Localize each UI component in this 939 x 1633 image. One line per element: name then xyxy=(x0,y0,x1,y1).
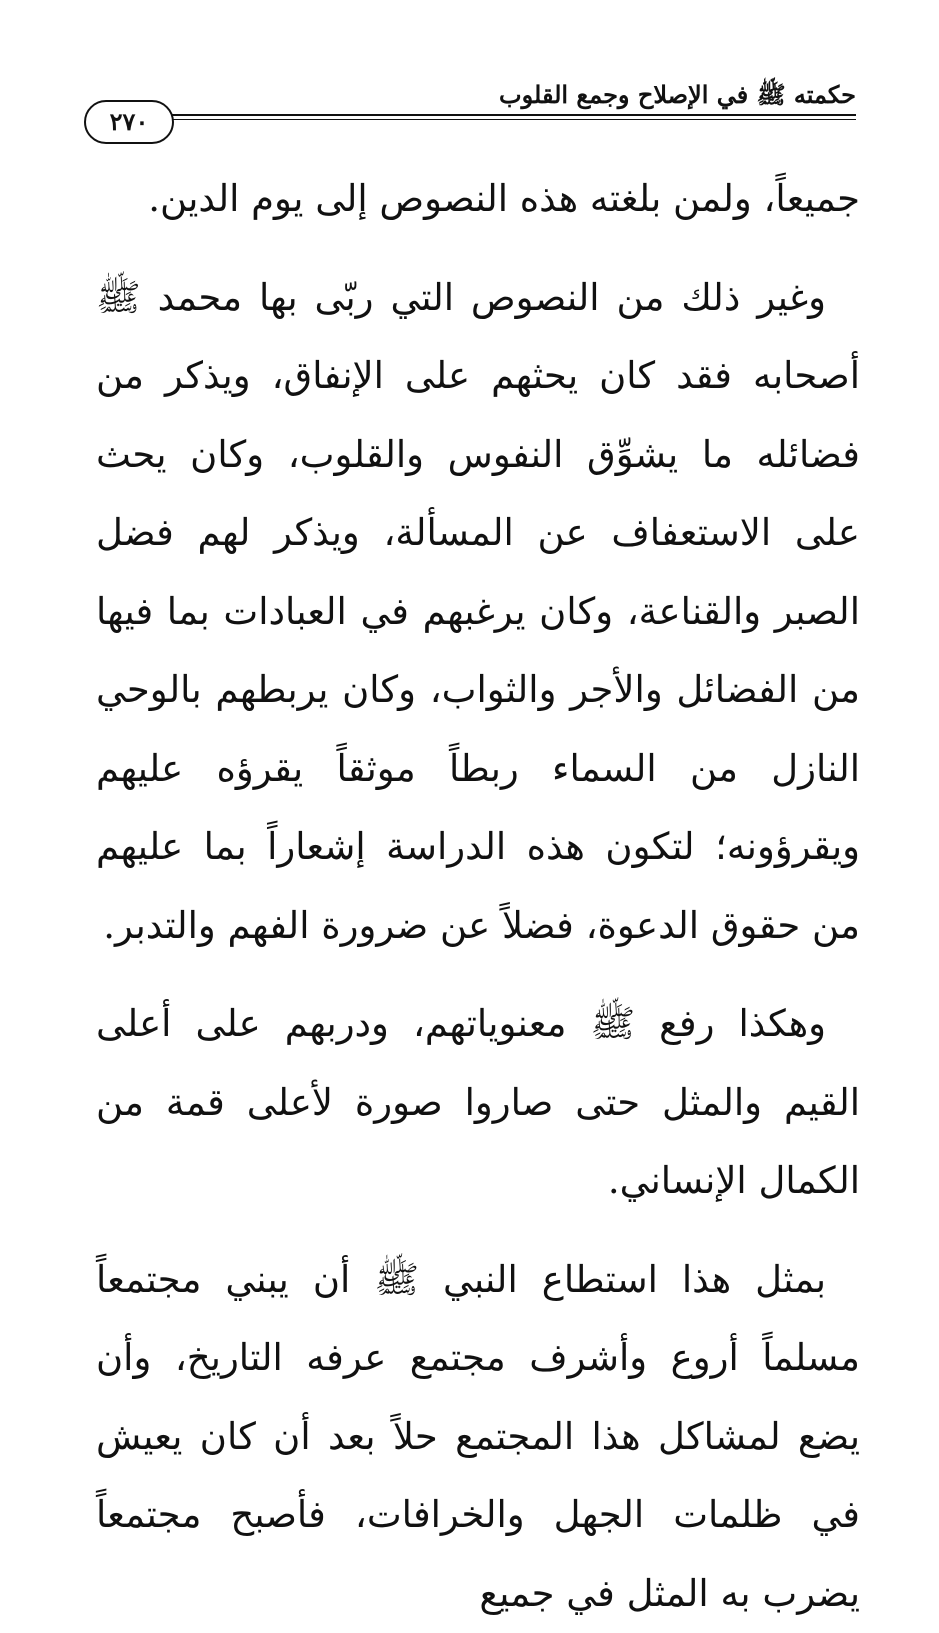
paragraph: بمثل هذا استطاع النبي ﷺ أن يبني مجتمعاً مسلماً أروع وأشرف مجتمع عرفه التاريخ، وأن يضع لمشاكل هذا المجتمع حلاً بعد أن كان يعيش في ظلمات الجهل والخرافات، فأصبح مجتمعاً يضرب به المثل في جميع xyxy=(96,1241,860,1633)
page-number-badge: ٢٧٠ xyxy=(84,100,174,144)
paragraph: وغير ذلك من النصوص التي ربّى بها محمد ﷺ أصحابه فقد كان يحثهم على الإنفاق، ويذكر من فضائله ما يشوِّق النفوس والقلوب، وكان يحث على الاستعفاف عن المسألة، ويذكر لهم فضل الصبر والقناعة، وكان يرغبهم في العبادات بما فيها من الفضائل والأجر والثواب، وكان يربطهم بالوحي النازل من السماء ربطاً موثقاً يقرؤه عليهم ويقرؤونه؛ لتكون هذه الدراسة إشعاراً بما عليهم من حقوق الدعوة، فضلاً عن ضرورة الفهم والتدبر. xyxy=(96,259,860,966)
paragraph: وهكذا رفع ﷺ معنوياتهم، ودربهم على أعلى القيم والمثل حتى صاروا صورة لأعلى قمة من الكمال الإنساني. xyxy=(96,985,860,1221)
paragraph-continuation: جميعاً، ولمن بلغته هذه النصوص إلى يوم الدين. xyxy=(96,160,860,239)
header-rule-thick xyxy=(96,114,856,116)
header-title: حكمته ﷺ في الإصلاح وجمع القلوب xyxy=(499,80,856,110)
running-header xyxy=(96,78,856,122)
header-rule-thin xyxy=(96,119,856,120)
body-text xyxy=(96,160,860,1633)
